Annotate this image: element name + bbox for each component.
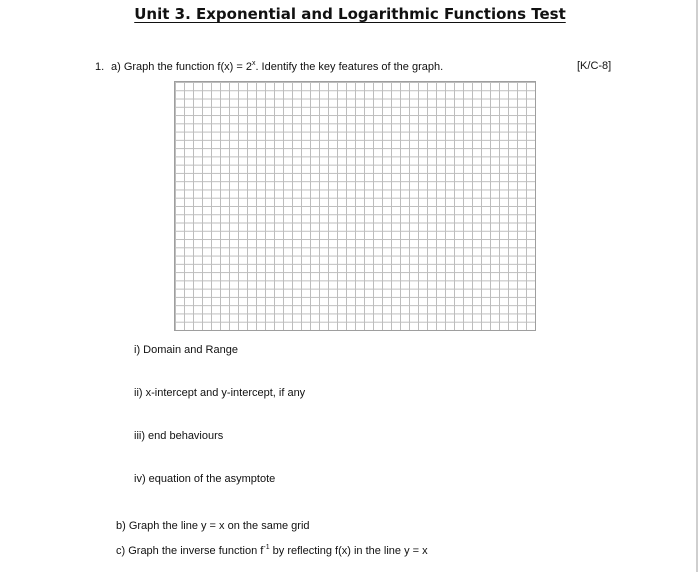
question-number: 1. [95, 61, 105, 73]
part-c-prefix: c) Graph the inverse function f [116, 545, 264, 557]
test-title: Unit 3. Exponential and Logarithmic Functions Test [134, 5, 566, 23]
feature-domain-range: i) Domain and Range [134, 344, 238, 356]
part-c-exponent: -1 [263, 544, 270, 551]
feature-intercepts: ii) x-intercept and y-intercept, if any [134, 387, 306, 399]
feature-end-behaviours: iii) end behaviours [134, 430, 224, 442]
feature-asymptote: iv) equation of the asymptote [134, 473, 276, 485]
graph-grid[interactable] [174, 81, 536, 331]
part-a-exponent: x [251, 60, 256, 67]
part-a-prefix: a) Graph the function f(x) = 2 [111, 61, 252, 73]
question-1-part-b: b) Graph the line y = x on the same grid [116, 520, 310, 532]
marks-label: [K/C-8] [577, 60, 612, 72]
question-1-part-c [116, 544, 428, 557]
part-a-suffix: . Identify the key features of the graph. [255, 61, 444, 73]
question-1-part-a [95, 60, 443, 73]
part-c-suffix: by reflecting f(x) in the line y = x [269, 545, 428, 557]
